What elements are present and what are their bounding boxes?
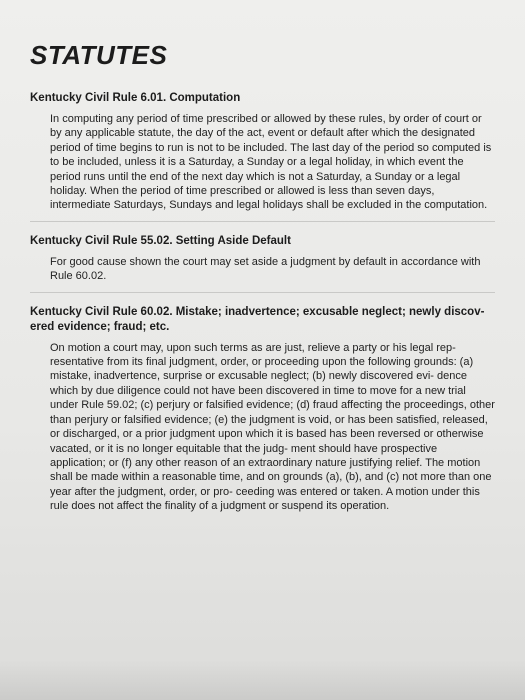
rule-6-01 bbox=[30, 91, 495, 222]
rule-60-02 bbox=[30, 305, 495, 514]
rule-body: On motion a court may, upon such terms as are just, relieve a party or his legal rep- resentative from its final judgment, order, or proceeding upon the following grounds: (a) mistake, inadvertence, surprise or excusable neglect; (b) newly discovered evi- dence which by due diligence could not have been discovered in time to move for a new trial under Rule 59.02; (c) perjury or falsified evidence; (d) fraud affecting the proceedings, other than perjury or falsified evidence; (e) the judgment is void, or has been satisfied, released, or discharged, or a prior judgment upon which it is based has been reversed or otherwise vacated, or it is no longer equitable that the judg- ment should have prospective application; or (f) any other reason of an extraordinary nature justifying relief. The motion shall be made within a reasonable time, and on grounds (a), (b), and (c) not more than one year after the judgment, order, or pro- ceeding was entered or taken. A motion under this rule does not affect the finality of a judgment or suspend its operation. bbox=[50, 341, 495, 513]
page-shadow bbox=[0, 660, 525, 700]
divider bbox=[30, 221, 495, 222]
page-title: STATUTES bbox=[30, 40, 168, 70]
rule-heading: Kentucky Civil Rule 6.01. Computation bbox=[30, 92, 241, 104]
divider bbox=[30, 292, 495, 293]
rule-heading: Kentucky Civil Rule 55.02. Setting Aside Default bbox=[30, 234, 291, 247]
rule-body: In computing any period of time prescribed or allowed by these rules, by order of court or by any applicable statute, the day of the act, event or default after which the designated period of time begins to run is not to be included. The last day of the period so computed is to be included, unless it is a Saturday, a Sunday or a legal holiday, in which event the period runs until the end of the next day which is not a Saturday, a Sunday or a legal holiday. When the period of time prescribed or allowed is less than seven days, intermediate Saturdays, Sundays and legal holidays shall be excluded in the computation. bbox=[50, 113, 492, 212]
rule-55-02 bbox=[30, 234, 495, 293]
rule-heading: Kentucky Civil Rule 60.02. Mistake; inadvertence; excusable neglect; newly discov- ered evidence; fraud; etc. bbox=[30, 305, 485, 333]
rule-body: For good cause shown the court may set aside a judgment by default in accordance with Rule 60.02. bbox=[50, 255, 481, 283]
